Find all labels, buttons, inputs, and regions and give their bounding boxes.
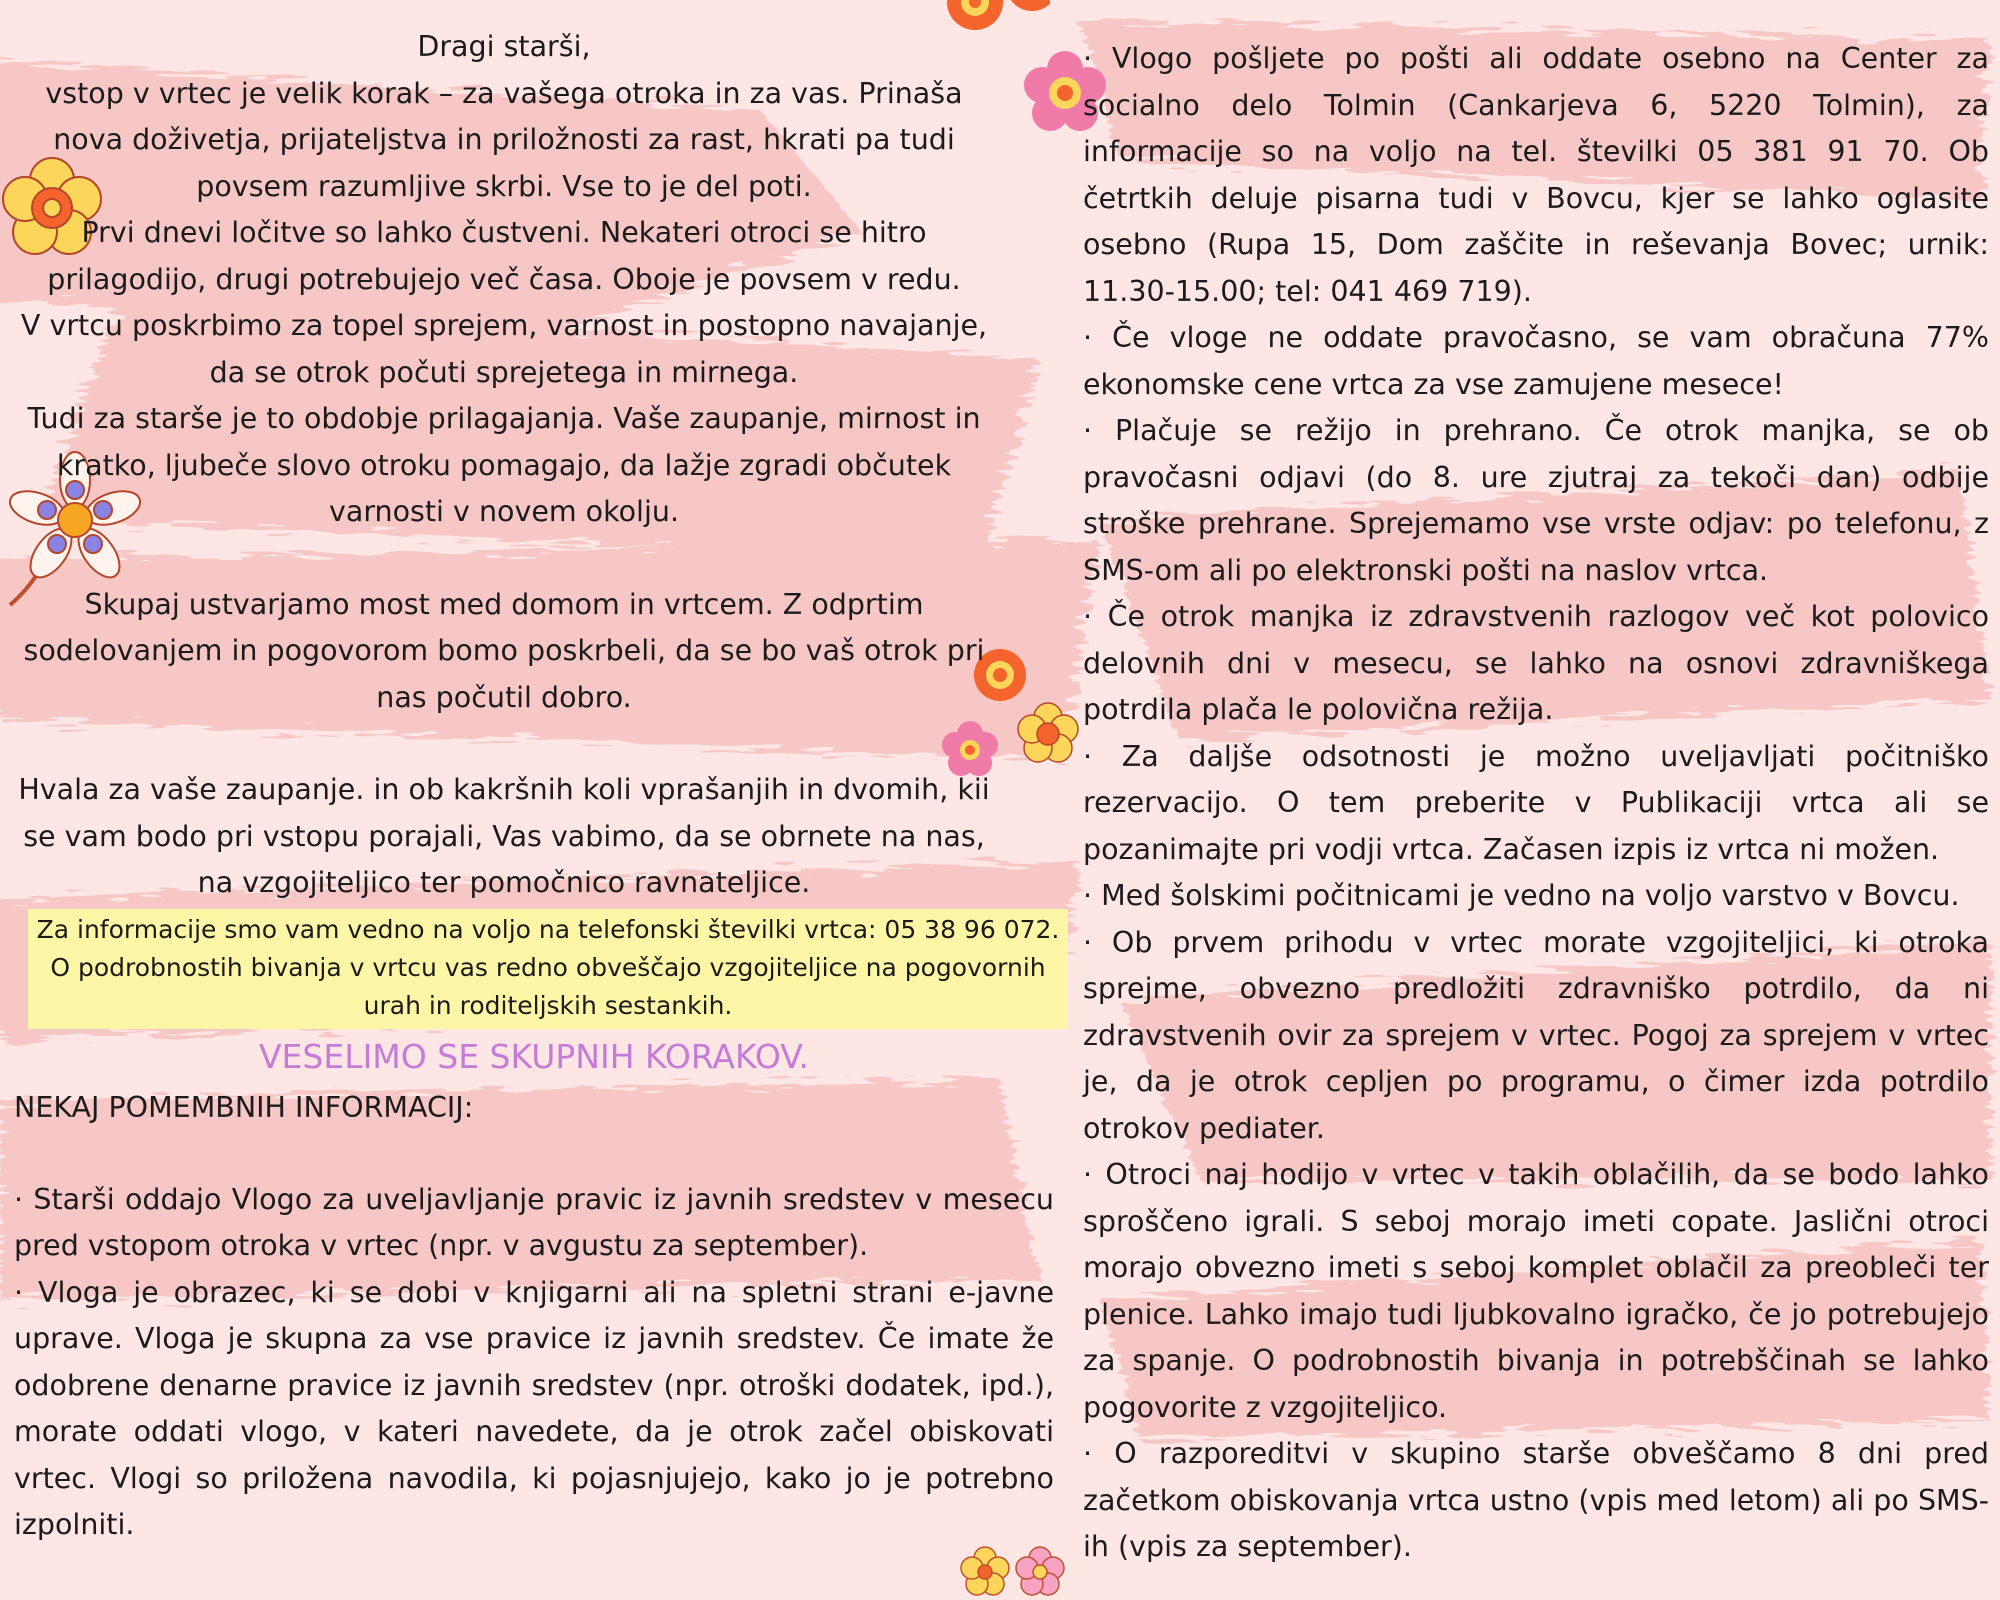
left-info-list: [14, 1177, 1054, 1549]
list-item: · Vloga je obrazec, ki se dobi v knjigarni ali na spletni strani e-javne uprave. Vloga je skupna za vse pravice iz javnih sredstev. Če imate že odobrene denarne pravice iz javnih sredstev (npr. otroški dodatek, ipd.), morate oddati vlogo, v kateri navedete, da je otrok začel obiskovati vrtec. Vlogi so priložena navodila, ki pojasnjujejo, kako jo je potrebno izpolniti.: [14, 1275, 1054, 1541]
list-item: · O razporeditvi v skupino starše obveščamo 8 dni pred začetkom obiskovanja vrtca ustno (vpis med letom) ali po SMS-ih (vpis za september).: [1083, 1437, 1989, 1563]
right-column: [1083, 36, 1989, 1571]
list-item: · Če vloge ne oddate pravočasno, se vam obračuna 77% ekonomske cene vrtca za vse zamujene mesece!: [1083, 321, 1989, 401]
left-column: [14, 24, 1060, 1549]
intro-paragraph: vstop v vrtec je velik korak – za vašega otroka in za vas. Prinaša nova doživetja, prijateljstva in priložnosti za rast, hkrati pa tudi povsem razumljive skrbi. Vse to je del poti.: [45, 76, 963, 203]
list-item: · Ob prvem prihodu v vrtec morate vzgojiteljici, ki otroka sprejme, obvezno predložiti zdravniško potrdilo, da ni zdravstvenih ovir za sprejem v vrtec. Pogoj za sprejem v vrtec je, da je otrok cepljen po programu, o čimer izda potrdilo otrokov pediater.: [1083, 925, 1989, 1145]
greeting: Dragi starši,: [417, 30, 591, 63]
parents-paragraph: Tudi za starše je to obdobje prilagajanja. Vaše zaupanje, mirnost in kratko, ljubeče slovo otroku pomagajo, da lažje zgradi občutek varnosti v novem okolju.: [27, 402, 981, 528]
thanks-paragraph: Hvala za vaše zaupanje. in ob kakršnih koli vprašanjih in dvomih, kii se vam bodo pri vstopu porajali, Vas vabimo, da se obrnete na nas, na vzgojiteljico ter pomočnico ravnateljice.: [18, 773, 990, 899]
bridge-paragraph: Skupaj ustvarjamo most med domom in vrtcem. Z odprtim sodelovanjem in pogovorom bomo poskrbeli, da se bo vaš otrok pri nas počutil dobro.: [23, 587, 985, 714]
list-item: · Starši oddajo Vlogo za uveljavljanje pravic iz javnih sredstev v mesecu pred vstopom otroka v vrtec (npr. v avgustu za september).: [14, 1182, 1054, 1262]
slogan: VESELIMO SE SKUPNIH KORAKOV.: [258, 1036, 810, 1076]
list-item: · Za daljše odsotnosti je možno uveljavljati počitniško rezervacijo. O tem preberite v Publikaciji vrtca ali se pozanimajte pri vodji vrtca. Začasen izpis iz vrtca ni možen.: [1083, 739, 1989, 866]
separation-paragraph: Prvi dnevi ločitve so lahko čustveni. Nekateri otroci se hitro prilagodijo, drugi potrebujejo več časa. Oboje je povsem v redu.: [47, 216, 961, 296]
list-item: · Med šolskimi počitnicami je vedno na voljo varstvo v Bovcu.: [1083, 879, 1960, 912]
list-item: · Otroci naj hodijo v vrtec v takih oblačilih, da se bodo lahko sproščeno igrali. S seboj morajo imeti copate. Jaslični otroci morajo obvezno imeti s seboj komplet oblačil za preobleči ter plenice. Lahko imajo tudi ljubkovalno igračko, če jo potrebujejo za spanje. O podrobnostih bivanja in potrebščinah se lahko pogovorite z vzgojiteljico.: [1083, 1158, 1989, 1424]
list-item: · Plačuje se režijo in prehrano. Če otrok manjka, se ob pravočasni odjavi (do 8. ure zjutraj za tekoči dan) odbije stroške prehrane. Sprejemamo vse vrste odjav: po telefonu, z SMS-om ali po elektronski pošti na naslov vrtca.: [1083, 414, 1989, 587]
list-item: · Če otrok manjka iz zdravstvenih razlogov več kot polovico delovnih dni v mesecu, se lahko na osnovi zdravniškega potrdila plača le polovična režija.: [1083, 600, 1989, 726]
info-box: Za informacije smo vam vedno na voljo na telefonski številki vrtca: 05 38 96 072. O podrobnostih bivanja v vrtcu vas redno obveščajo vzgojiteljice na pogovornih urah in roditeljskih sestankih.: [28, 909, 1068, 1029]
list-item: · Vlogo pošljete po pošti ali oddate osebno na Center za socialno delo Tolmin (Cankarjeva 6, 5220 Tolmin), za informacije so na voljo na tel. številki 05 381 91 70. Ob četrtkih deluje pisarna tudi v Bovcu, kjer se lahko oglasite osebno (Rupa 15, Dom zaščite in reševanja Bovec; urnik: 11.30-15.00; tel: 041 469 719).: [1083, 42, 1989, 308]
info-heading: NEKAJ POMEMBNIH INFORMACIJ:: [14, 1090, 474, 1124]
care-paragraph: V vrtcu poskrbimo za topel sprejem, varnost in postopno navajanje, da se otrok počuti sprejetega in mirnega.: [20, 309, 988, 389]
